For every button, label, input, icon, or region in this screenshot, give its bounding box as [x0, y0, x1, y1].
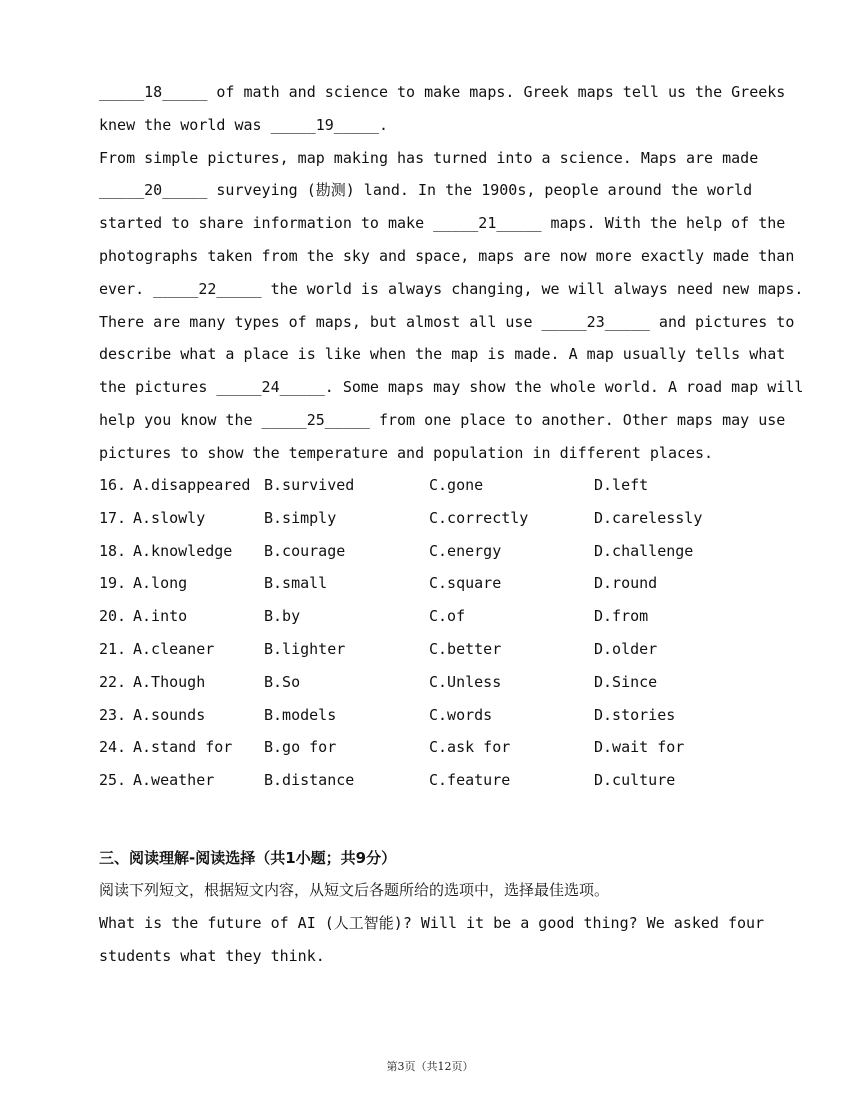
option-a: A.sounds	[133, 705, 206, 724]
reading-intro-line: What is the future of AI (人工智能)? Will it be a good thing? We asked four	[99, 914, 765, 932]
question-number: 24.	[99, 738, 127, 757]
passage-line: the pictures _____24_____. Some maps may show the whole world. A road map will	[99, 378, 804, 397]
option-a: A.long	[133, 574, 188, 593]
question-number: 19.	[99, 574, 127, 593]
passage-line: There are many types of maps, but almost all use _____23_____ and pictures to	[99, 312, 795, 331]
option-d: D.stories	[594, 705, 676, 724]
option-b: B.distance	[264, 771, 355, 790]
passage-line: describe what a place is like when the map is made. A map usually tells what	[99, 345, 786, 364]
option-a: A.knowledge	[133, 541, 233, 560]
question-number: 16.	[99, 476, 127, 494]
passage-line: photographs taken from the sky and space, maps are now more exactly made than	[99, 246, 795, 265]
option-c: C.energy	[429, 541, 502, 560]
cloze-passage	[99, 76, 804, 470]
reading-intro	[99, 874, 779, 973]
question-row	[99, 666, 779, 699]
option-a: A.stand for	[133, 738, 233, 757]
option-c: C.square	[429, 574, 502, 593]
option-d: D.round	[594, 574, 658, 593]
option-c: C.feature	[429, 771, 511, 790]
passage-line: _____20_____ surveying (勘测) land. In the 1900s, people around the world	[99, 181, 753, 200]
option-c: C.words	[429, 705, 493, 724]
section-heading: 三、阅读理解-阅读选择（共1小题；共9分）	[99, 849, 397, 867]
option-d: D.challenge	[594, 541, 694, 560]
question-row	[99, 600, 779, 633]
question-number: 17.	[99, 508, 127, 527]
question-row	[99, 535, 779, 568]
question-number: 21.	[99, 639, 127, 658]
question-number: 22.	[99, 672, 127, 691]
option-b: B.So	[264, 672, 301, 691]
option-c: C.better	[429, 639, 502, 658]
option-b: B.simply	[264, 508, 337, 527]
option-a: A.Though	[133, 672, 206, 691]
reading-intro-line: students what they think.	[99, 947, 325, 965]
passage-line: started to share information to make _____21_____ maps. With the help of the	[99, 214, 786, 233]
option-b: B.models	[264, 705, 337, 724]
option-a: A.into	[133, 607, 188, 626]
option-d: D.culture	[594, 771, 676, 790]
option-d: D.carelessly	[594, 508, 703, 527]
option-a: A.cleaner	[133, 639, 215, 658]
passage-line: ever. _____22_____ the world is always changing, we will always need new maps.	[99, 279, 804, 298]
option-b: B.lighter	[264, 639, 346, 658]
passage-line: help you know the _____25_____ from one place to another. Other maps may use	[99, 410, 786, 429]
question-number: 20.	[99, 607, 127, 626]
option-b: B.survived	[264, 476, 355, 494]
option-d: D.wait for	[594, 738, 685, 757]
option-c: C.gone	[429, 476, 484, 494]
option-d: D.left	[594, 476, 649, 494]
question-options-list	[99, 469, 779, 797]
option-a: A.disappeared	[133, 476, 251, 494]
question-number: 18.	[99, 541, 127, 560]
question-number: 25.	[99, 771, 127, 790]
question-number: 23.	[99, 705, 127, 724]
option-b: B.courage	[264, 541, 346, 560]
option-b: B.small	[264, 574, 328, 593]
option-b: B.go for	[264, 738, 337, 757]
section-instruction: 阅读下列短文，根据短文内容，从短文后各题所给的选项中，选择最佳选项。	[99, 881, 610, 899]
question-row	[99, 699, 779, 732]
passage-line: pictures to show the temperature and population in different places.	[99, 443, 714, 462]
option-d: D.older	[594, 639, 658, 658]
question-row	[99, 567, 779, 600]
question-row	[99, 469, 779, 502]
question-row	[99, 502, 779, 535]
question-row	[99, 764, 779, 797]
option-c: C.of	[429, 607, 466, 626]
page-footer: 第3页（共12页）	[386, 1060, 474, 1073]
option-c: C.Unless	[429, 672, 502, 691]
option-a: A.slowly	[133, 508, 206, 527]
option-c: C.ask for	[429, 738, 511, 757]
passage-line: knew the world was _____19_____.	[99, 115, 388, 134]
question-row	[99, 731, 779, 764]
option-d: D.Since	[594, 672, 658, 691]
option-b: B.by	[264, 607, 301, 626]
question-row	[99, 633, 779, 666]
option-a: A.weather	[133, 771, 215, 790]
option-c: C.correctly	[429, 508, 529, 527]
option-d: D.from	[594, 607, 649, 626]
passage-line: _____18_____ of math and science to make maps. Greek maps tell us the Greeks	[99, 83, 786, 101]
passage-line: From simple pictures, map making has turned into a science. Maps are made	[99, 148, 759, 167]
